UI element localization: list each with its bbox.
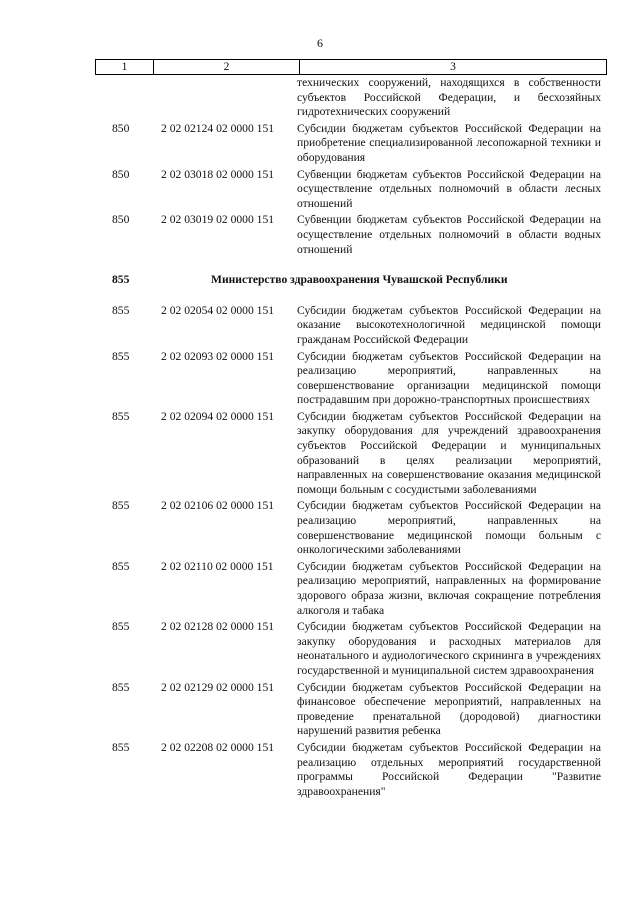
admin-code: 855 xyxy=(112,499,130,513)
admin-code: 855 xyxy=(112,349,130,363)
header-col-2: 2 xyxy=(154,60,300,74)
admin-code: 855 xyxy=(112,409,130,423)
admin-code: 850 xyxy=(112,213,130,227)
revenue-code: 2 02 02129 02 0000 151 xyxy=(161,680,275,694)
revenue-description: Субвенции бюджетам субъектов Российской Федерации на осуществление отдельных полномочий в области водных отношений xyxy=(297,213,601,256)
table-row xyxy=(0,168,640,212)
revenue-code: 2 02 03019 02 0000 151 xyxy=(161,213,275,227)
table-row xyxy=(0,410,640,498)
table-row xyxy=(0,213,640,257)
table-body xyxy=(0,76,640,799)
table-row xyxy=(0,304,640,348)
revenue-description: Субсидии бюджетам субъектов Российской Федерации на приобретение специализированной лесопожарной техники и оборудования xyxy=(297,121,601,164)
revenue-code: 2 02 02093 02 0000 151 xyxy=(161,349,275,363)
page-number: 6 xyxy=(317,36,323,50)
table-row xyxy=(0,76,640,120)
revenue-code: 2 02 03018 02 0000 151 xyxy=(161,167,275,181)
revenue-description: Субсидии бюджетам субъектов Российской Федерации на реализацию отдельных мероприятий государственной программы Российской Федерации "Развитие здравоохранения" xyxy=(297,740,601,798)
admin-code: 855 xyxy=(112,620,130,634)
table-row xyxy=(0,620,640,678)
revenue-description: Субсидии бюджетам субъектов Российской Федерации на закупку оборудования для учреждений здравоохранения субъектов Российской Федерации и муниципальных образований в целях реализации мероприятий, направленных на совершенствование оказания медицинской помощи больным с сосудистыми заболеваниями xyxy=(297,409,601,496)
revenue-description: Субсидии бюджетам субъектов Российской Федерации на закупку оборудования и расходных материалов для неонатального и аудиологического скрининга в учреждениях государственной и муниципальной систем здравоохранения xyxy=(297,620,601,677)
table-row xyxy=(0,681,640,739)
admin-code: 855 xyxy=(112,680,130,694)
admin-code: 855 xyxy=(112,559,130,573)
table-row xyxy=(0,350,640,408)
section-title: Министерство здравоохранения Чувашской Республики xyxy=(211,273,508,287)
table-row xyxy=(0,560,640,618)
revenue-code: 2 02 02106 02 0000 151 xyxy=(161,499,275,513)
section-code: 855 xyxy=(112,273,130,287)
header-col-1: 1 xyxy=(96,60,154,74)
table-header xyxy=(95,59,607,75)
admin-code: 850 xyxy=(112,121,130,135)
admin-code: 855 xyxy=(112,740,130,754)
revenue-code: 2 02 02208 02 0000 151 xyxy=(161,740,275,754)
header-col-3: 3 xyxy=(450,61,456,73)
revenue-description: Субсидии бюджетам субъектов Российской Федерации на реализацию мероприятий, направленных на формирование здорового образа жизни, включая сокращение потребления алкоголя и табака xyxy=(297,559,601,617)
table-row xyxy=(0,122,640,166)
revenue-code: 2 02 02124 02 0000 151 xyxy=(161,121,275,135)
table-row xyxy=(0,741,640,799)
revenue-code: 2 02 02054 02 0000 151 xyxy=(161,303,275,317)
table-row xyxy=(0,499,640,557)
revenue-description: Субсидии бюджетам субъектов Российской Федерации на реализацию мероприятий, направленных на совершенствование медицинской помощи больным с онкологическими заболеваниями xyxy=(297,499,601,557)
revenue-description: Субсидии бюджетам субъектов Российской Федерации на оказание высокотехнологичной медицинской помощи гражданам Российской Федерации xyxy=(297,303,601,346)
revenue-description: Субсидии бюджетам субъектов Российской Федерации на финансовое обеспечение мероприятий, направленных на проведение пренатальной (дородовой) диагностики нарушений развития ребенка xyxy=(297,680,601,738)
revenue-code: 2 02 02110 02 0000 151 xyxy=(161,559,274,573)
revenue-code: 2 02 02128 02 0000 151 xyxy=(161,620,275,634)
admin-code: 855 xyxy=(112,303,130,317)
admin-code: 850 xyxy=(112,167,130,181)
section-heading xyxy=(0,273,640,288)
revenue-description: технических сооружений, находящихся в собственности субъектов Российской Федерации, и бесхозяйных гидротехнических сооружений xyxy=(297,76,601,119)
revenue-description: Субвенции бюджетам субъектов Российской Федерации на осуществление отдельных полномочий в области лесных отношений xyxy=(297,167,601,210)
revenue-code: 2 02 02094 02 0000 151 xyxy=(161,409,275,423)
revenue-description: Субсидии бюджетам субъектов Российской Федерации на реализацию мероприятий, направленных на совершенствование организации медицинской помощи пострадавшим при дорожно-транспортных происшествиях xyxy=(297,349,601,407)
